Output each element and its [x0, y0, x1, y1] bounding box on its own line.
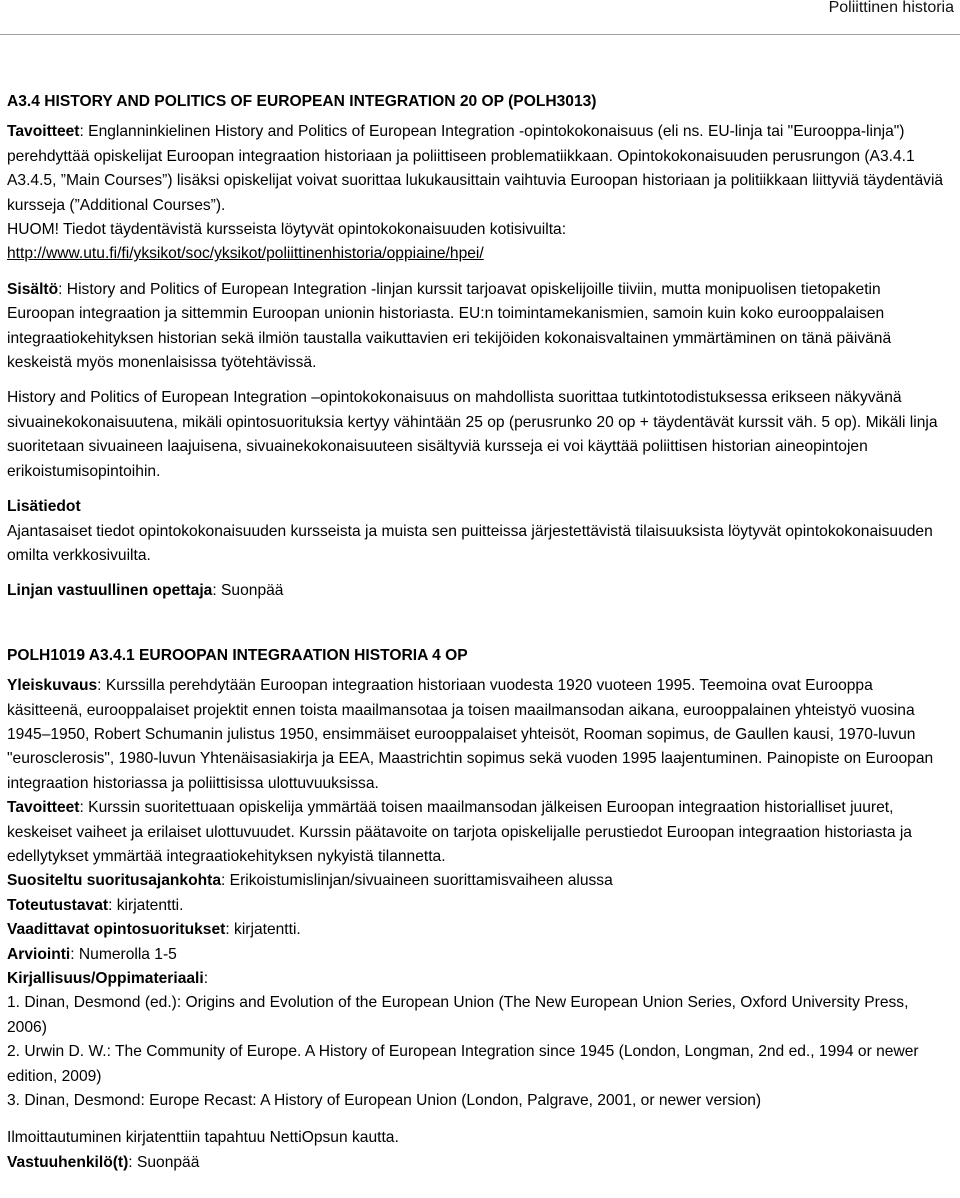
required-text: : kirjatentti. — [225, 921, 301, 939]
grading-text: : Numerolla 1-5 — [70, 945, 177, 963]
content-paragraph — [7, 278, 952, 376]
timing-label: Suositeltu suoritusajankohta — [7, 872, 222, 890]
method-line — [7, 894, 952, 918]
literature-colon: : — [203, 970, 209, 987]
overview-text: : Kurssilla perehdytään Euroopan integraation historiaan vuodesta 1920 vuoteen 1995. Teemoina ovat Eurooppa käsitteenä, eurooppalaiset projektit ennen toista maailmansotaa ja toisen maailmansodan aikana, eurooppalainen yhteistyö vuosina 1945–1950, Robert Schumanin julistus 1950, ensimmäiset eurooppalaiset yhteisöt, Rooman sopimus, de Gaullen kausi, 1970-luvun "eurosclerosis", 1980-luvun Yhtenäisasiakirja ja EEA, Maastrichtin sopimus sekä vuoden 1995 laajentuminen. Painopiste on Euroopan integraation historiassa ja poliittisissa ulottuvuuksissa. — [7, 677, 934, 792]
timing-line — [7, 869, 952, 893]
literature-item: 2. Urwin D. W.: The Community of Europe. A History of European Integration since 1945 (London, Longman, 2nd ed., 1994 or newer edition, 2009) — [7, 1043, 919, 1085]
document-body — [7, 90, 952, 1175]
note-text: HUOM! Tiedot täydentävistä kursseista löytyvät opintokokonaisuuden kotisivuilta: — [7, 221, 567, 239]
literature-item: 1. Dinan, Desmond (ed.): Origins and Evolution of the European Union (The New European Union Series, Oxford University Press, 2006) — [7, 994, 909, 1036]
method-label: Toteutustavat — [7, 896, 109, 914]
minor-subject-paragraph: History and Politics of European Integration –opintokokonaisuus on mahdollista suorittaa tutkintotodistuksessa erikseen näkyvänä sivuainekokonaisuutena, mikäli opintosuorituksia kertyy vähintään 25 op (perusrunko 20 op + täydentävät kurssit väh. 5 op). Mikäli linja suoritetaan sivuaineen laajuisena, sivuainekokonaisuuteen sisältyviä kursseja ei voi käyttää poliittisen historian aineopintojen erikoistumisopintoihin. — [7, 389, 938, 480]
running-header: Poliittinen historia — [828, 0, 954, 16]
teacher-label: Linjan vastuullinen opettaja — [7, 582, 213, 600]
section-title-polh1019: POLH1019 A3.4.1 EUROOPAN INTEGRAATION HISTORIA 4 OP — [7, 646, 468, 664]
goals-text: : Englanninkielinen History and Politics of European Integration -opintokokonaisuus (eli ns. EU-linja tai "Eurooppa-linja") perehdyttää opiskelijat Euroopan integraation historiaan ja poliittiseen problematiikkaan. Opintokokonaisuuden perusrungon (A3.4.1 A3.4.5, ”Main Courses”) lisäksi opiskelijat voivat suorittaa lukukausittain vaihtuvia Euroopan historiaan ja politiikkaan liittyviä täydentäviä kursseja (”Additional Courses”). — [7, 123, 944, 214]
responsible-text: : Suonpää — [128, 1153, 200, 1171]
section-title-a34: A3.4 HISTORY AND POLITICS OF EUROPEAN INTEGRATION 20 OP (POLH3013) — [7, 93, 597, 110]
literature-heading — [7, 967, 952, 991]
overview-label: Yleiskuvaus — [7, 677, 98, 695]
teacher-line — [7, 579, 952, 603]
grading-label: Arviointi — [7, 945, 71, 963]
timing-text: : Erikoistumislinjan/sivuaineen suorittamisvaiheen alussa — [221, 872, 613, 890]
goals-paragraph — [7, 120, 952, 218]
teacher-text: : Suonpää — [212, 582, 284, 600]
overview-paragraph — [7, 674, 952, 796]
registration-line: Ilmoittautuminen kirjatenttiin tapahtuu NettiOpsun kautta. — [7, 1129, 399, 1147]
course-goals-text: : Kurssin suoritettuaan opiskelija ymmärtää toisen maailmansodan jälkeisen Euroopan integraation historialliset juuret, keskeiset vaiheet ja erilaiset ulottuvuudet. Kurssin päätavoite on tarjota opiskelijalle perustiedot Euroopan integraation historiasta ja edellytykset ymmärtää integraatiokehityksen nykyistä tilannetta. — [7, 799, 912, 865]
responsible-label: Vastuuhenkilö(t) — [7, 1153, 129, 1171]
method-text: : kirjatentti. — [108, 896, 184, 914]
goals-label: Tavoitteet — [7, 123, 80, 141]
homepage-link[interactable]: http://www.utu.fi/fi/yksikot/soc/yksikot/poliittinenhistoria/oppiaine/hpei/ — [7, 245, 484, 263]
note-paragraph — [7, 218, 952, 267]
info-paragraph: Ajantasaiset tiedot opintokokonaisuuden kursseista ja muista sen puitteissa järjestettävistä tilaisuuksista löytyvät opintokokonaisuuden omilta verkkosivuilta. — [7, 522, 933, 564]
grading-line — [7, 943, 952, 967]
header-rule — [0, 34, 960, 35]
responsible-line — [7, 1151, 952, 1175]
course-goals-label: Tavoitteet — [7, 799, 80, 817]
literature-item: 3. Dinan, Desmond: Europe Recast: A History of European Union (London, Palgrave, 2001, or newer version) — [7, 1092, 762, 1110]
content-label: Sisältö — [7, 280, 59, 298]
info-label: Lisätiedot — [7, 498, 81, 516]
literature-label: Kirjallisuus/Oppimateriaali — [7, 970, 204, 987]
required-label: Vaadittavat opintosuoritukset — [7, 921, 226, 939]
required-line — [7, 918, 952, 942]
content-text: : History and Politics of European Integration -linjan kurssit tarjoavat opiskelijoille tiiviin, mutta monipuolisen tietopaketin Euroopan integraation ja sittemmin Euroopan unionin historiasta. EU:n toimintamekanismien, samoin kuin koko eurooppalaisen integraatiokehityksen historian sekä ilmiön taustalla vaikuttavien eri tekijöiden kokonaisvaltainen ymmärtäminen on tänä päivänä keskeistä myös monenlaisissa työtehtävissä. — [7, 280, 892, 372]
course-goals-paragraph — [7, 796, 952, 869]
info-heading — [7, 495, 952, 519]
